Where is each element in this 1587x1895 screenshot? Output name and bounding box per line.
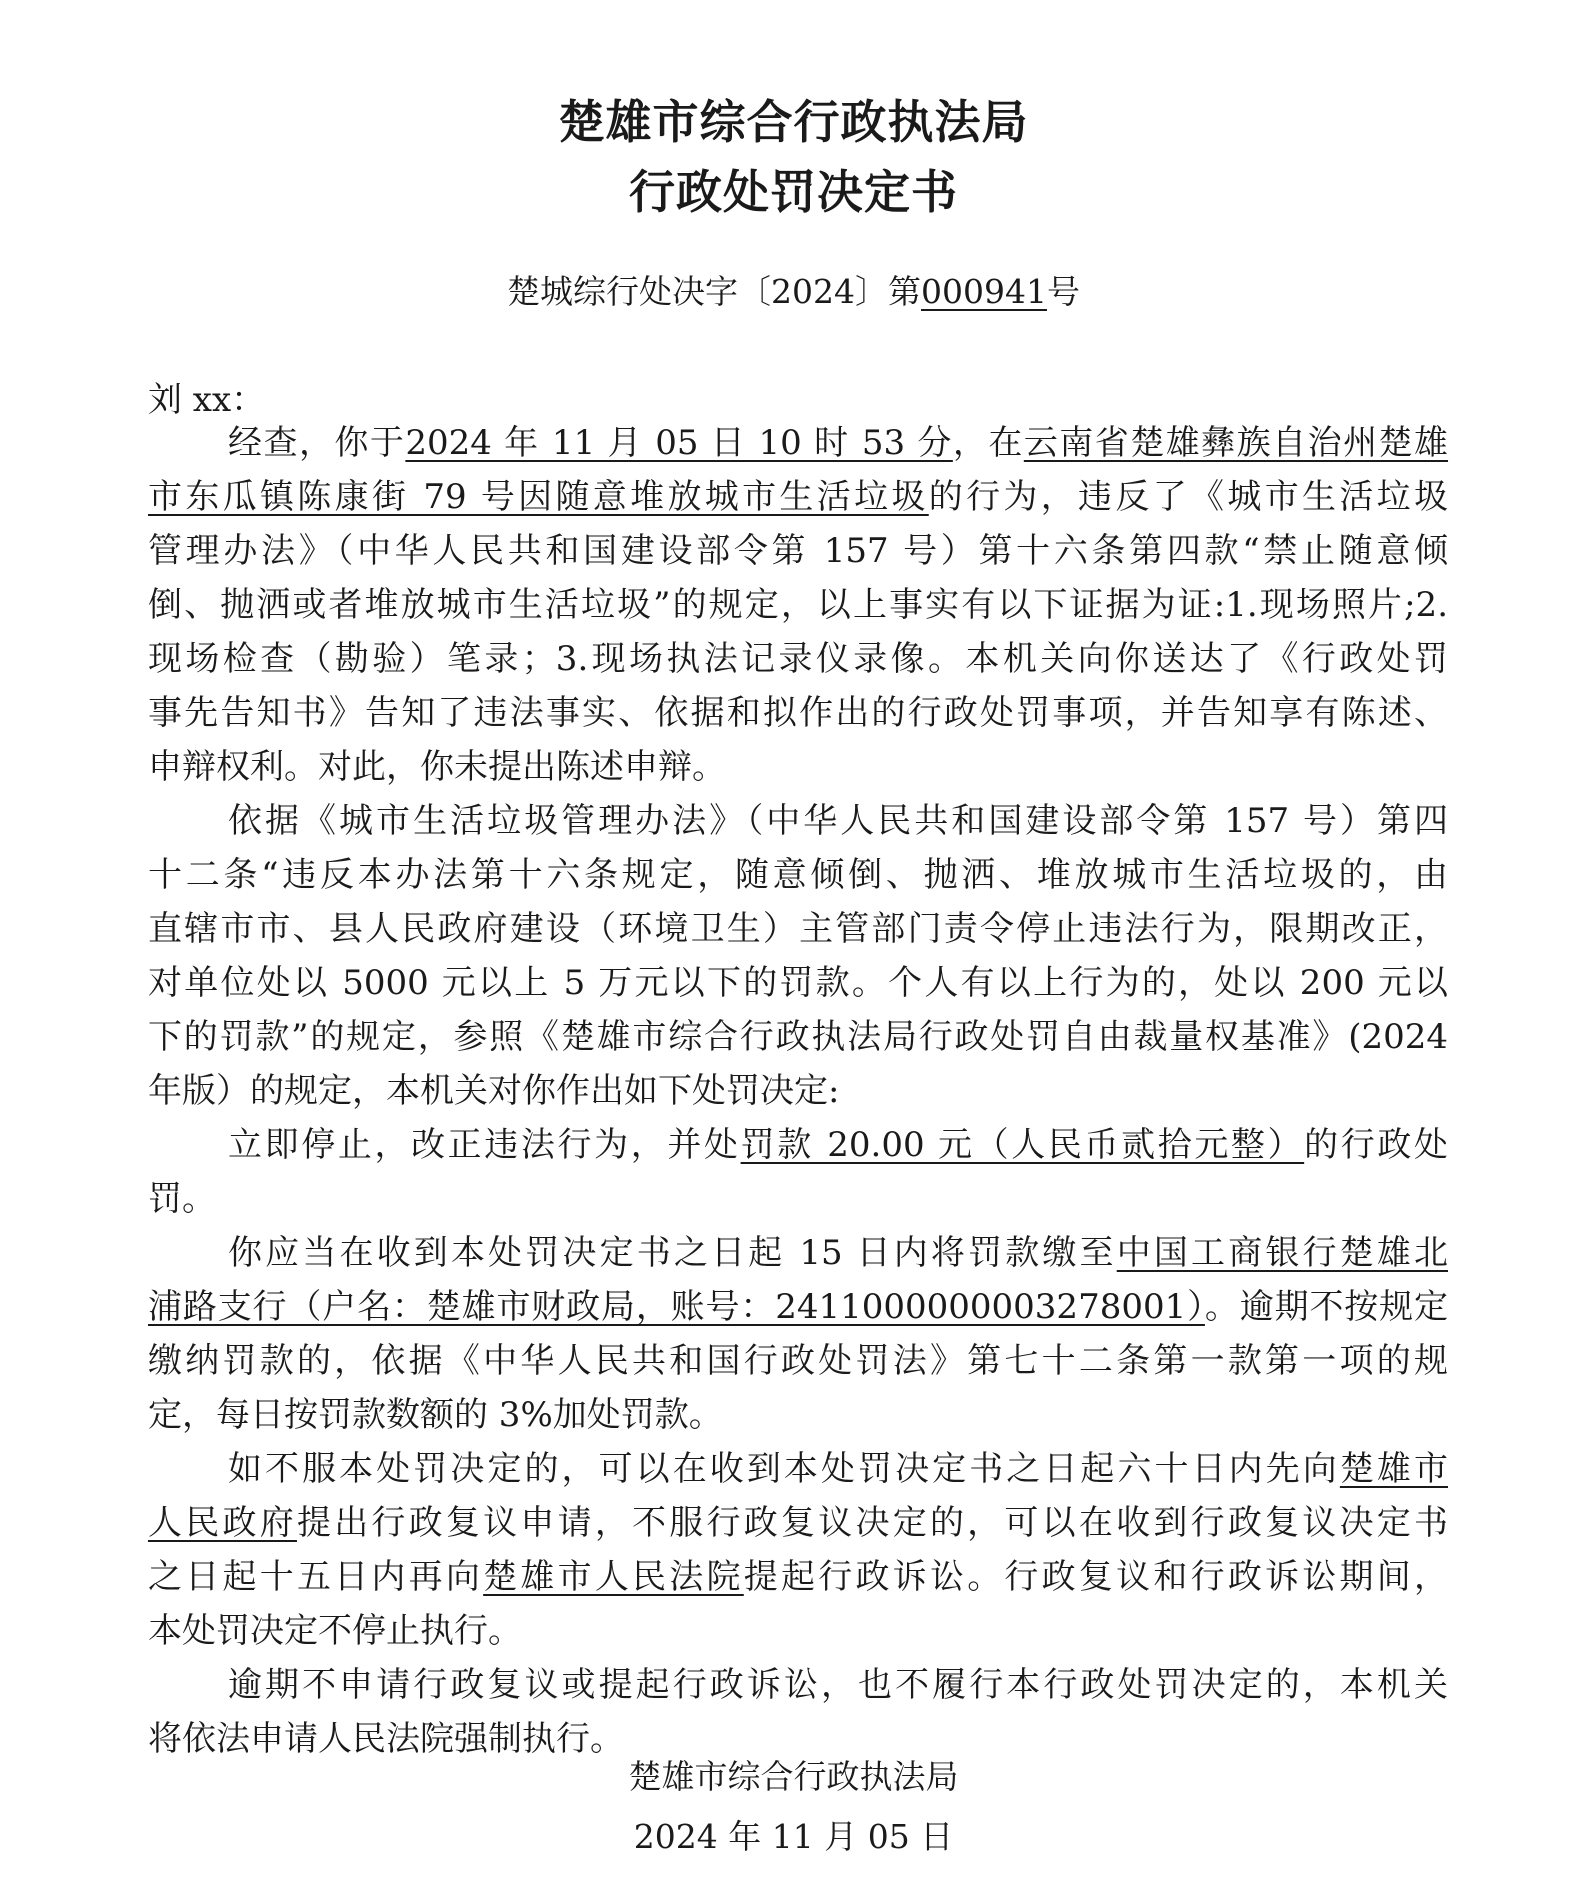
- body-text: 如不服本处罚决定的，可以在收到本处罚决定书之日起六十日内先向: [228, 1449, 1340, 1489]
- body-text: 缴纳罚款的，依据《中华人民共和国行政处罚法》第七十二条第一款第一项的规: [148, 1341, 1448, 1381]
- body-line: [228, 794, 1448, 848]
- body-text: 管理办法》（中华人民共和国建设部令第 157 号）第十六条第四款“禁止随意倾: [148, 531, 1448, 571]
- body-line: [148, 1010, 1448, 1064]
- body-text: 申辩权利。对此，你未提出陈述申辩。: [148, 747, 726, 787]
- body-line: [148, 1064, 1448, 1118]
- underlined-field: 浦路支行（户名：楚雄市财政局，账号：2411000000003278001）: [148, 1287, 1205, 1327]
- body-text: 下的罚款”的规定，参照《楚雄市综合行政执法局行政处罚自由裁量权基准》(2024: [148, 1017, 1448, 1057]
- body-text: 提起行政诉讼。行政复议和行政诉讼期间，: [743, 1557, 1449, 1597]
- body-text: 提出行政复议申请，不服行政复议决定的，可以在收到行政复议决定书: [296, 1503, 1449, 1543]
- body-text: 定，每日按罚款数额的 3%加处罚款。: [148, 1395, 723, 1435]
- body-line: [228, 1226, 1448, 1280]
- document-type-title: 行政处罚决定书: [629, 165, 958, 219]
- body-text: 立即停止，改正违法行为，并处: [228, 1125, 741, 1165]
- document-number: [0, 268, 1587, 316]
- body-line: [228, 1442, 1448, 1496]
- body-line: [148, 686, 1448, 740]
- body-text: 。逾期不按规定: [1204, 1287, 1448, 1327]
- body-line: [148, 1388, 1448, 1442]
- body-line: [148, 524, 1448, 578]
- underlined-field: 楚雄市: [1339, 1449, 1448, 1489]
- body-text: 直辖市市、县人民政府建设（环境卫生）主管部门责令停止违法行为，限期改正，: [148, 909, 1448, 949]
- document-number-prefix: 楚城综行处决字〔2024〕第: [507, 272, 921, 311]
- body-line: [148, 902, 1448, 956]
- body-text: 事先告知书》告知了违法事实、依据和拟作出的行政处罚事项，并告知享有陈述、: [148, 693, 1448, 733]
- signing-date: 2024 年 11 月 05 日: [633, 1817, 954, 1856]
- document-number-suffix: 号: [1046, 272, 1080, 311]
- body-text: 将依法申请人民法院强制执行。: [148, 1719, 624, 1759]
- body-text: 现场检查（勘验）笔录；3.现场执法记录仪录像。本机关向你送达了《行政处罚: [148, 639, 1448, 679]
- body-text: 对单位处以 5000 元以上 5 万元以下的罚款。个人有以上行为的，处以 200 元以: [148, 963, 1448, 1003]
- body-line: [228, 1658, 1448, 1712]
- body-text: 逾期不申请行政复议或提起行政诉讼，也不履行本行政处罚决定的，本机关: [228, 1665, 1448, 1705]
- body-line: [148, 956, 1448, 1010]
- body-text: 之日起十五日内再向: [148, 1557, 484, 1597]
- underlined-field: 中国工商银行楚雄北: [1116, 1233, 1448, 1273]
- body-text: 十二条“违反本办法第十六条规定，随意倾倒、抛洒、堆放城市生活垃圾的，由: [148, 855, 1448, 895]
- body-text: 罚。: [148, 1179, 216, 1219]
- addressee: 刘 xx：: [148, 380, 266, 420]
- body-line: [148, 1496, 1448, 1550]
- body-line: [148, 1604, 1448, 1658]
- body-text: 本处罚决定不停止执行。: [148, 1611, 522, 1651]
- body-line: [148, 632, 1448, 686]
- underlined-field: 罚款 20.00 元（人民币贰拾元整）: [740, 1125, 1305, 1165]
- body-line: [148, 1172, 1448, 1226]
- agency-title: 楚雄市综合行政执法局: [558, 95, 1029, 149]
- body-line: [148, 578, 1448, 632]
- body-text: ，在: [952, 423, 1024, 463]
- body-line: [148, 470, 1448, 524]
- body-line: [148, 1550, 1448, 1604]
- body-text: 依据《城市生活垃圾管理办法》（中华人民共和国建设部令第 157 号）第四: [228, 801, 1448, 841]
- body-line: [228, 416, 1448, 470]
- underlined-field: 楚雄市人民法院: [483, 1557, 744, 1597]
- body-text: 经查，你于: [228, 423, 406, 463]
- body-text: 的行政处: [1304, 1125, 1449, 1165]
- body-line: [228, 1118, 1448, 1172]
- body-text: 你应当在收到本处罚决定书之日起 15 日内将罚款缴至: [228, 1233, 1117, 1273]
- underlined-field: 2024 年 11 月 05 日 10 时 53 分: [405, 423, 953, 463]
- body-text: 倒、抛洒或者堆放城市生活垃圾”的规定，以上事实有以下证据为证:1.现场照片;2.: [148, 585, 1448, 625]
- body-line: [148, 740, 1448, 794]
- body-text: 的行为，违反了《城市生活垃圾: [928, 477, 1448, 517]
- underlined-field: 人民政府: [148, 1503, 297, 1543]
- body-line: [148, 1334, 1448, 1388]
- signing-agency: 楚雄市综合行政执法局: [628, 1757, 959, 1796]
- underlined-field: 云南省楚雄彝族自治州楚雄: [1023, 423, 1449, 463]
- body-text: 年版）的规定，本机关对你作出如下处罚决定:: [148, 1071, 840, 1111]
- body-line: [148, 1280, 1448, 1334]
- body-line: [148, 848, 1448, 902]
- document-number-value: 000941: [921, 272, 1047, 311]
- underlined-field: 市东瓜镇陈康街 79 号因随意堆放城市生活垃圾: [148, 477, 929, 517]
